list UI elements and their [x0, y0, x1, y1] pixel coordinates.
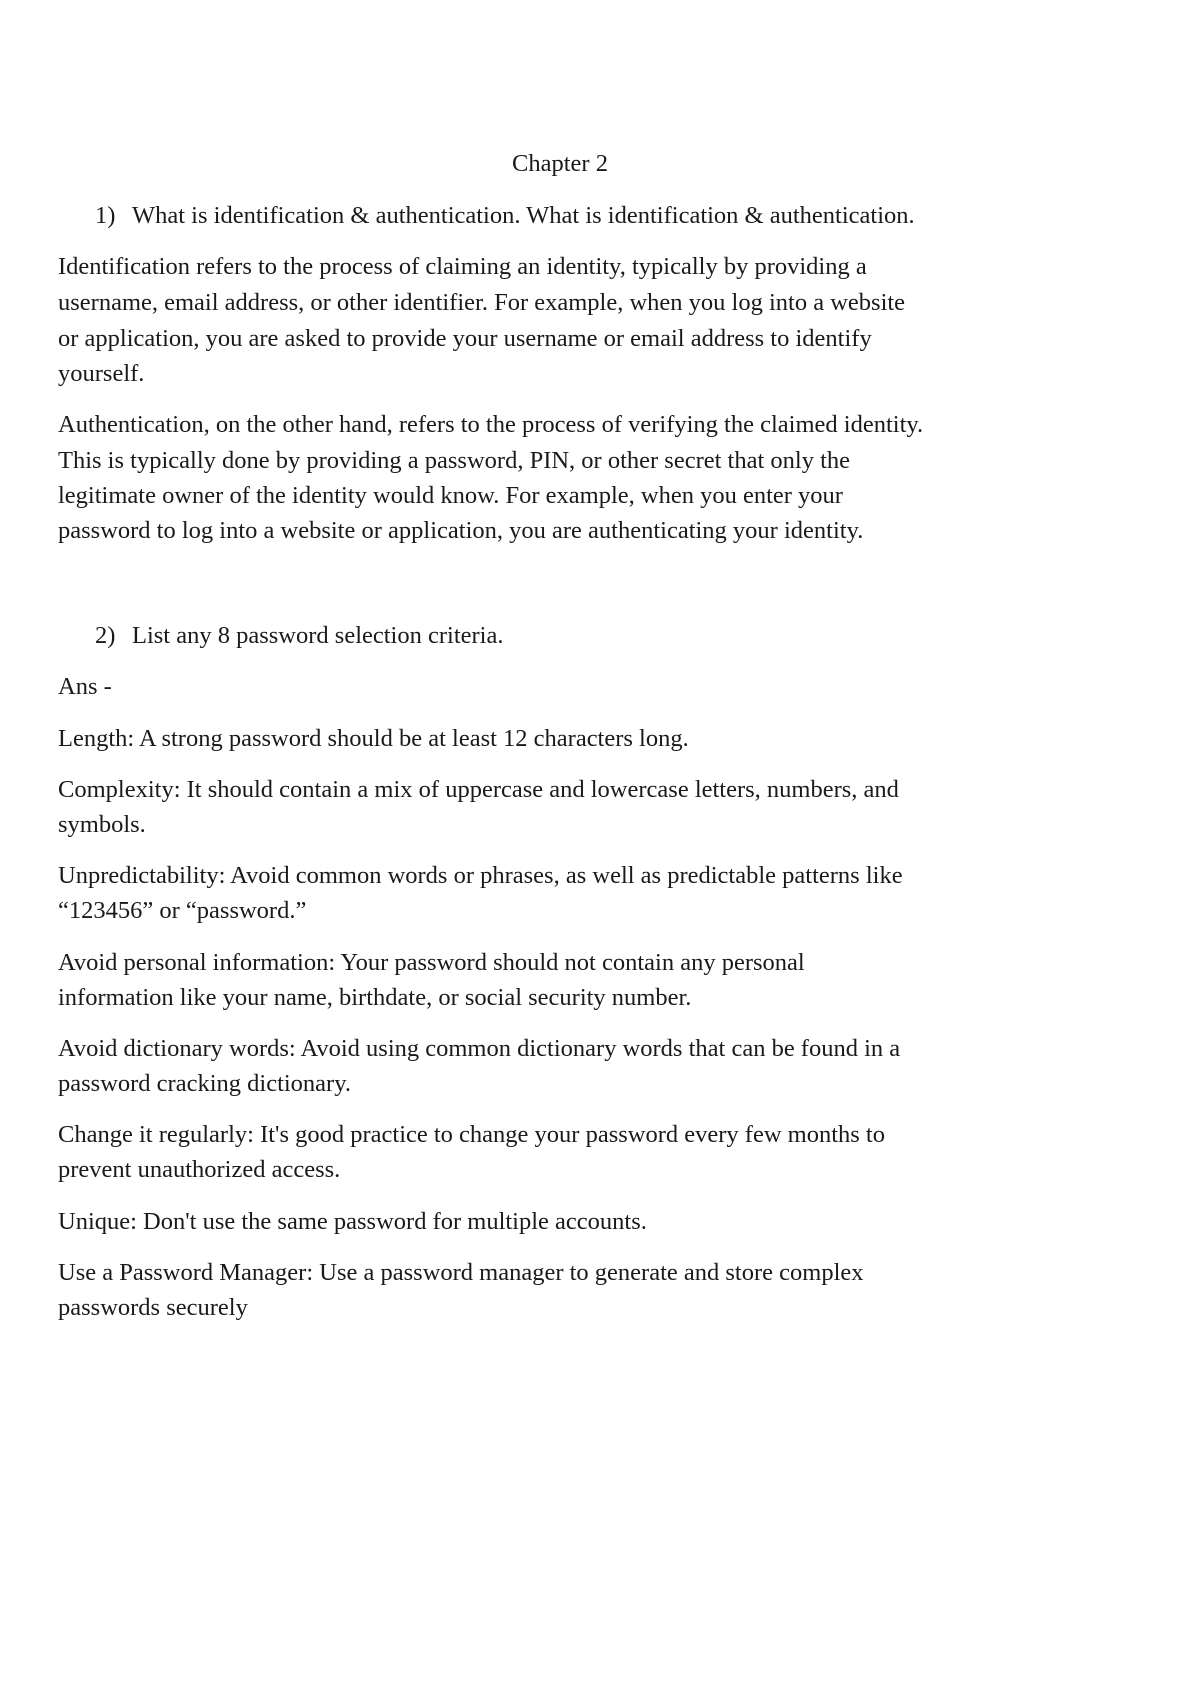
- criteria-item-unpredictability: Unpredictability: Avoid common words or phrases, as well as predictable patterns like: [58, 862, 903, 889]
- criteria-item-complexity: Complexity: It should contain a mix of uppercase and lowercase letters, numbers, and: [58, 776, 899, 803]
- paragraph-line: Authentication, on the other hand, refers to the process of verifying the claimed identity.: [58, 411, 924, 438]
- question-1-number: 1): [95, 202, 116, 229]
- criteria-item-dictionary-cont: password cracking dictionary.: [58, 1070, 351, 1097]
- criteria-item-unpredictability-cont: “123456” or “password.”: [58, 897, 307, 924]
- criteria-item-length: Length: A strong password should be at least 12 characters long.: [58, 725, 689, 752]
- paragraph-line: username, email address, or other identifier. For example, when you log into a website: [58, 289, 906, 316]
- paragraph-line: Identification refers to the process of claiming an identity, typically by providing a: [58, 253, 867, 280]
- criteria-item-unique: Unique: Don't use the same password for multiple accounts.: [58, 1208, 647, 1235]
- answer-label: Ans -: [58, 673, 112, 700]
- criteria-item-change-regularly-cont: prevent unauthorized access.: [58, 1156, 341, 1183]
- criteria-item-password-manager: Use a Password Manager: Use a password manager to generate and store complex: [58, 1259, 864, 1286]
- criteria-item-change-regularly: Change it regularly: It's good practice to change your password every few months to: [58, 1121, 885, 1148]
- question-1-text: What is identification & authentication. What is identification & authentication.: [132, 202, 915, 229]
- criteria-item-password-manager-cont: passwords securely: [58, 1294, 248, 1321]
- question-2-text: List any 8 password selection criteria.: [132, 622, 504, 649]
- criteria-item-complexity-cont: symbols.: [58, 811, 146, 838]
- criteria-item-personal-info-cont: information like your name, birthdate, or social security number.: [58, 984, 692, 1011]
- paragraph-line: This is typically done by providing a password, PIN, or other secret that only the: [58, 447, 851, 474]
- question-2-number: 2): [95, 622, 116, 649]
- paragraph-line: legitimate owner of the identity would know. For example, when you enter your: [58, 482, 843, 509]
- criteria-item-personal-info: Avoid personal information: Your password should not contain any personal: [58, 949, 805, 976]
- paragraph-line: yourself.: [58, 360, 145, 387]
- page-title: Chapter 2: [512, 150, 608, 177]
- criteria-item-dictionary: Avoid dictionary words: Avoid using common dictionary words that can be found in a: [58, 1035, 901, 1062]
- paragraph-line: or application, you are asked to provide your username or email address to identify: [58, 325, 872, 352]
- paragraph-line: password to log into a website or application, you are authenticating your identity.: [58, 517, 864, 544]
